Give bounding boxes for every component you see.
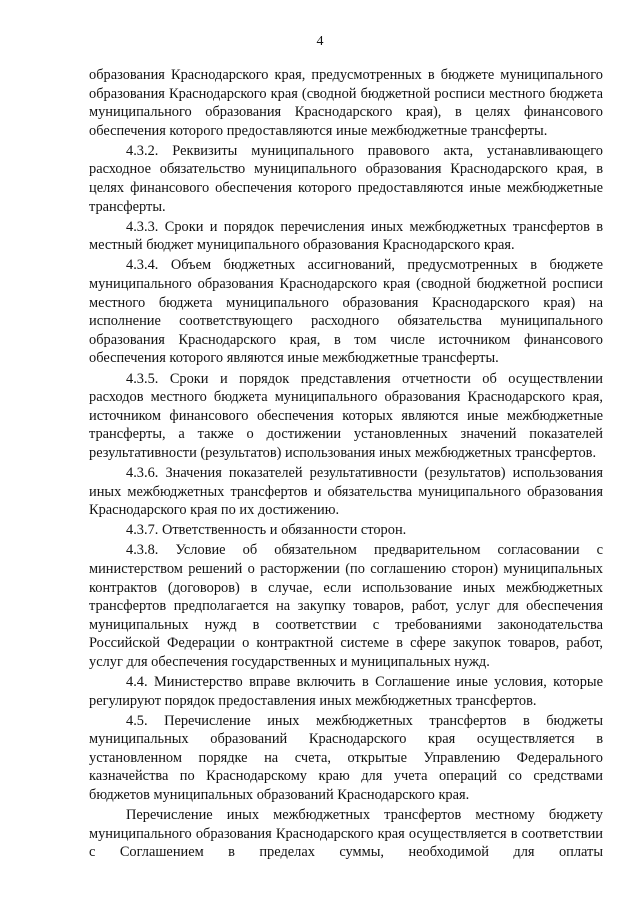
- paragraph-4-5: 4.5. Перечисление иных межбюджетных трансфертов в бюджеты муниципальных образований Краснодарского края осуществляется в установленном порядке на счета, открытые Управлению Федерального казначейства по Краснодарскому краю для учета операций со средствами бюджетов муниципальных образований Краснодарского края.: [89, 712, 603, 804]
- paragraph-continuation: образования Краснодарского края, предусмотренных в бюджете муниципального образования Краснодарского края (сводной бюджетной росписи местного бюджета муниципального образования Краснодарского края), в целях финансового обеспечения которого предоставляются иные межбюджетные трансферты.: [89, 67, 603, 139]
- paragraph-4-3-4: 4.3.4. Объем бюджетных ассигнований, предусмотренных в бюджете муниципального образования Краснодарского края (сводной бюджетной росписи местного бюджета муниципального образования Краснодарского края) на исполнение соответствующего расходного обязательства муниципального образования Краснодарского края, в том числе источником финансового обеспечения которого являются иные межбюджетные трансферты.: [89, 257, 603, 367]
- paragraph-transfer-note: Перечисление иных межбюджетных трансфертов местному бюджету муниципального образования Краснодарского края осуществляется в соответствии с Соглашением в пределах суммы, необходимой для оплаты: [89, 807, 603, 861]
- paragraph-4-3-6: 4.3.6. Значения показателей результативности (результатов) использования иных межбюджетных трансфертов и обязательства муниципального образования Краснодарского края по их достижению.: [89, 464, 603, 519]
- paragraph-4-3-7: 4.3.7. Ответственность и обязанности сторон.: [126, 522, 407, 539]
- paragraph-4-3-8: 4.3.8. Условие об обязательном предварительном согласовании с министерством решений о расторжении (по соглашению сторон) муниципальных контрактов (договоров) в случае, если использование иных межбюджетных трансфертов предполагается на закупку товаров, работ, услуг для обеспечения муниципальных нужд в соответствии с требованиями законодательства Российской Федерации о контрактной системе в сфере закупок товаров, работ, услуг для обеспечения государственных и муниципальных нужд.: [89, 542, 603, 670]
- paragraph-4-3-3: 4.3.3. Сроки и порядок перечисления иных межбюджетных трансфертов в местный бюджет муниципального образования Краснодарского края.: [89, 218, 603, 254]
- paragraph-4-3-2: 4.3.2. Реквизиты муниципального правового акта, устанавливающего расходное обязательство муниципального образования Краснодарского края, в целях финансового обеспечения которого предоставляются иные межбюджетные трансферты.: [89, 142, 603, 215]
- paragraph-4-3-5: 4.3.5. Сроки и порядок представления отчетности об осуществлении расходов местного бюджета муниципального образования Краснодарского края, источником финансового обеспечения которых являются иные межбюджетные трансферты, а также о достижении установленных значений показателей результативности (результатов) использования иных межбюджетных трансфертов.: [89, 370, 603, 461]
- page-number: 4: [316, 34, 324, 49]
- document-body: [89, 66, 603, 863]
- paragraph-4-4: 4.4. Министерство вправе включить в Соглашение иные условия, которые регулируют порядок предоставления иных межбюджетных трансфертов.: [89, 674, 603, 709]
